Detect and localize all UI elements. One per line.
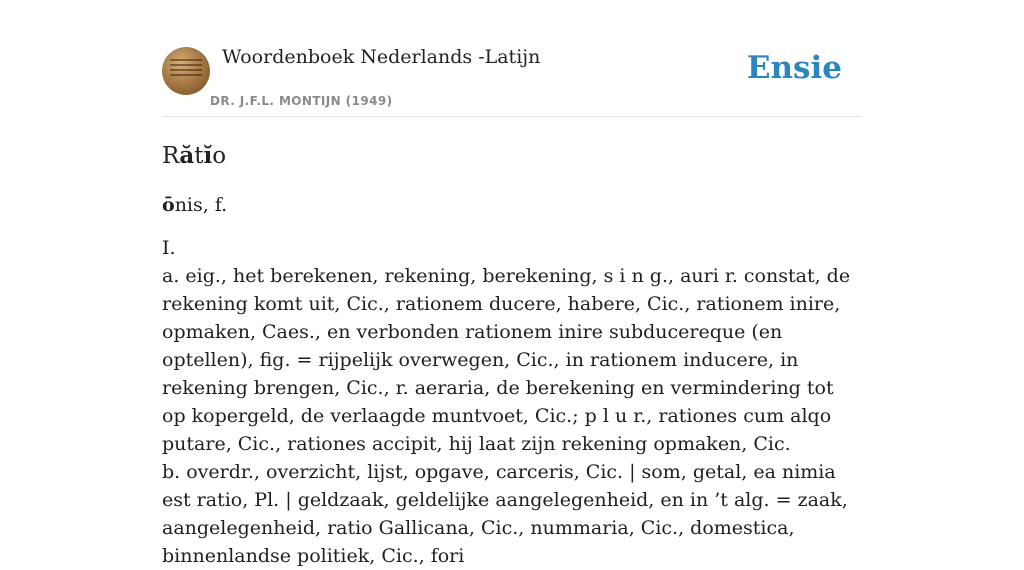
book-header — [162, 0, 862, 117]
definition-body — [162, 234, 862, 570]
book-author: DR. J.F.L. MONTIJN (1949) — [210, 94, 393, 108]
headword-letter: R — [162, 143, 180, 169]
page — [162, 0, 862, 570]
headword-letter: t — [194, 143, 204, 169]
grammar-rest: nis, f. — [174, 194, 228, 216]
coin-logo-icon[interactable] — [162, 47, 210, 95]
grammar-info — [162, 194, 862, 216]
book-title[interactable]: Woordenboek Nederlands -Latijn — [222, 46, 541, 68]
definition-paragraph-a: a. eig., het berekenen, rekening, berekening, s i n g., auri r. constat, de rekening komt uit, Cic., rationem ducere, habere, Cic., rationem inire, opmaken, Caes., en verbonden rationem inire subducereque (en optellen), fig. = rijpelijk overwegen, Cic., in rationem inducere, in rekening brengen, Cic., r. aeraria, de berekening en vermindering tot op kopergeld, de verlaagde muntvoet, Cic.; p l u r., rationes cum alqo putare, Cic., rationes accipit, hij laat zijn rekening opmaken, Cic. — [162, 265, 851, 455]
headword — [162, 142, 862, 169]
headword-letter-breve: ă — [179, 142, 195, 169]
grammar-long-vowel: ō — [162, 194, 175, 216]
headword-letter: o — [212, 143, 227, 169]
headword-letter-breve: ĭ — [203, 142, 213, 169]
ensie-brand-logo[interactable]: Ensie — [746, 50, 842, 86]
definition-paragraph-b: b. overdr., overzicht, lijst, opgave, carceris, Cic. | som, getal, ea nimia est ratio, Pl. | geldzaak, geldelijke aangelegenheid, en in ’t alg. = zaak, aangelegenheid, ratio Gallicana, Cic., nummaria, Cic., domestica, binnenlandse politiek, Cic., fori — [162, 461, 848, 567]
section-numeral: I. — [162, 237, 176, 259]
